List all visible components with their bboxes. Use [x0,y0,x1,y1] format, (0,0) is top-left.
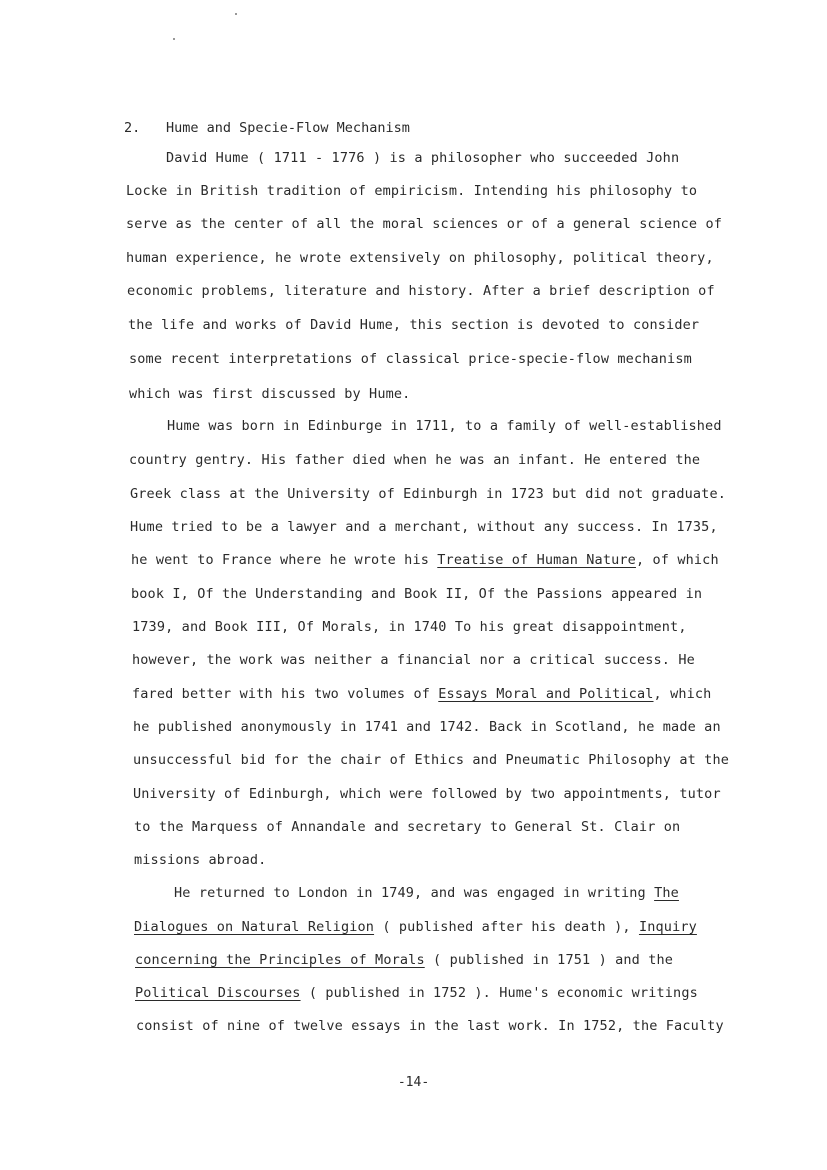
text-line [129,450,700,470]
text-segment: , of which [635,552,719,568]
text-line [136,1016,724,1036]
text-line [134,850,266,870]
text-line [134,817,680,837]
text-segment: serve as the center of all the moral sciences or of a general science of [126,216,722,232]
underlined-title: concerning the Principles of Morals [135,952,425,968]
underlined-title: Essays Moral and Political [438,686,654,702]
section-title: Hume and Specie-Flow Mechanism [166,120,410,136]
text-segment: economic problems, literature and history. After a brief description of [127,283,715,299]
text-segment: 1739, and Book III, Of Morals, in 1740 To his great disappointment, [132,619,687,635]
text-line [126,181,697,201]
text-line [131,550,719,570]
text-line [132,650,695,670]
text-segment: fared better with his two volumes of [132,686,439,702]
text-segment: however, the work was neither a financial nor a critical success. He [132,652,695,668]
scan-speck [235,13,237,15]
text-segment: some recent interpretations of classical price-specie-flow mechanism [129,351,692,367]
text-segment: Greek class at the University of Edinburgh in 1723 but did not graduate. [130,486,726,502]
text-segment: book I, Of the Understanding and Book II, Of the Passions appeared in [131,586,703,602]
text-segment: He returned to London in 1749, and was engaged in writing [174,885,655,901]
text-segment: country gentry. His father died when he was an infant. He entered the [129,452,701,468]
text-line [133,750,729,770]
text-line [132,617,687,637]
text-line [130,517,718,537]
text-segment: Hume tried to be a lawyer and a merchant, without any success. In 1735, [130,519,718,535]
text-segment: human experience, he wrote extensively on philosophy, political theory, [126,250,714,266]
text-line [129,384,410,404]
text-segment: ( published in 1751 ) and the [424,952,674,968]
text-line [130,484,726,504]
text-line [135,983,698,1003]
text-segment: Locke in British tradition of empiricism. Intending his philosophy to [126,183,698,199]
text-segment: he published anonymously in 1741 and 1742. Back in Scotland, he made an [133,719,721,735]
text-segment: David Hume ( 1711 - 1776 ) is a philosopher who succeeded John [166,150,680,166]
text-line [131,584,702,604]
text-segment: he went to France where he wrote his [131,552,438,568]
text-line [129,349,692,369]
text-line [174,883,679,903]
underlined-title: Political Discourses [135,985,301,1001]
text-segment: ( published after his death ), [374,919,639,935]
underlined-title: Dialogues on Natural Religion [134,919,375,935]
text-line [166,148,679,168]
text-segment: the life and works of David Hume, this section is devoted to consider [128,317,700,333]
section-heading [124,118,410,138]
text-line [126,248,714,268]
text-line [133,717,721,737]
text-segment: consist of nine of twelve essays in the last work. In 1752, the Faculty [136,1018,724,1034]
underlined-title: The [654,885,679,901]
text-segment: University of Edinburgh, which were followed by two appointments, tutor [133,786,721,802]
text-line [127,281,715,301]
text-segment: ( published in 1752 ). Hume's economic writings [300,985,698,1001]
underlined-title: Inquiry [638,919,697,935]
scan-speck [173,38,175,40]
text-segment: to the Marquess of Annandale and secretary to General St. Clair on [134,819,681,835]
text-segment: missions abroad. [134,852,267,868]
text-line [135,950,673,970]
text-segment: unsuccessful bid for the chair of Ethics and Pneumatic Philosophy at the [133,752,729,768]
text-line [126,214,722,234]
text-line [133,784,721,804]
text-line [134,917,697,937]
section-number: 2. [124,120,141,136]
page-number: -14- [397,1075,430,1090]
text-line [167,416,722,436]
text-segment: Hume was born in Edinburge in 1711, to a family of well-established [167,418,722,434]
text-segment: which was first discussed by Hume. [129,386,411,402]
underlined-title: Treatise of Human Nature [437,552,636,568]
text-line [132,684,711,704]
text-line [128,315,699,335]
text-segment: , which [653,686,712,702]
